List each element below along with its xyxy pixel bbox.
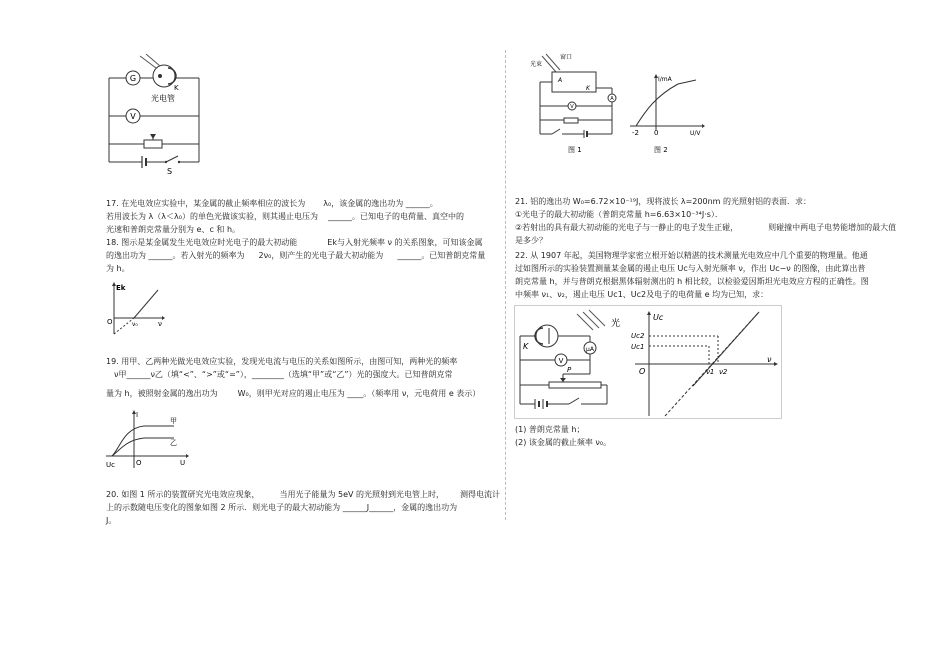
caption-fig1: 图 1 xyxy=(568,146,582,154)
voltmeter-label: V xyxy=(558,357,564,365)
q18-line2: 的逸出功为 ______。若入射光的频率为 2ν₀，则产生的光电子最大初动能为 ______。已知普朗克常量 xyxy=(106,251,486,260)
iu-graph xyxy=(104,408,190,472)
phototube-circuit-svg xyxy=(104,54,204,176)
q20-figures-svg xyxy=(528,52,708,156)
u-axis-label: U xyxy=(180,459,186,467)
q20-line1: 20. 如图 1 所示的装置研究光电效应现象， 当用光子能量为 5eV 的光照射到光电管上时， 测得电流计 xyxy=(106,490,501,499)
q22-line1: 22. 从 1907 年起，美国物理学家密立根开始以精湛的技术测量光电效应中几个重要的物理量。他通 xyxy=(515,251,868,260)
nu-axis-label: ν xyxy=(158,320,162,328)
q22-line3: 朗克常量 h，并与普朗克根据黑体辐射测出的 h 相比较，以检验爱因斯坦光电效应方程的正确性。图 xyxy=(515,277,869,286)
q18-line1: 18. 图示是某金属发生光电效应时光电子的最大初动能 Ek与入射光频率 ν 的关系图象，可知该金属 xyxy=(106,238,483,247)
q19-line2: ν甲______ν乙（填“<”、“>”或“=”），________（选填“甲”或“乙”）光的强度大。已知普朗克常 xyxy=(114,370,453,379)
q22-ask1: (1) 普朗克常量 h； xyxy=(515,425,585,434)
ek-nu-graph-svg xyxy=(106,280,166,336)
q22-line4: 中频率 ν₁、ν₂，遏止电压 Uc1、Uc2及电子的电荷量 e 均为已知，求： xyxy=(515,290,769,299)
q18-line3: 为 h。 xyxy=(106,264,130,273)
caption-fig2: 图 2 xyxy=(654,146,668,154)
nu2-label: ν2 xyxy=(719,368,728,376)
q20-figures xyxy=(528,52,708,156)
curve-b-label: 乙 xyxy=(170,439,177,447)
iu-graph-svg xyxy=(104,408,190,472)
voltmeter-label: V xyxy=(570,104,574,110)
window-label: 窗口 xyxy=(560,54,573,61)
anode-label: A xyxy=(558,77,563,84)
tube-label: 光电管 xyxy=(151,94,175,103)
neg-tick-label: -2 xyxy=(632,129,639,137)
q21-line3: ②若射出的具有最大初动能的光电子与一静止的电子发生正碰， 则碰撞中两电子电势能增加的最大值 xyxy=(515,223,897,232)
curve-a-label: 甲 xyxy=(170,417,177,425)
light-beam-label: 光束 xyxy=(530,61,543,68)
q17-line2: 若用波长为 λ（λ＜λ₀）的单色光做该实验，则其遏止电压为 ______。已知电子的电荷量、真空中的 xyxy=(106,212,464,221)
ek-axis-label: Ek xyxy=(116,284,126,292)
galvanometer-label: G xyxy=(129,74,137,83)
origin-label: O xyxy=(107,318,113,326)
ammeter-label: A xyxy=(610,96,614,102)
origin-label: O xyxy=(639,367,646,376)
q20-line3: J。 xyxy=(106,516,117,525)
nu-axis-label: ν xyxy=(767,355,772,364)
q22-figure xyxy=(514,305,782,419)
q17-line1: 17. 在光电效应实验中，某金属的截止频率相应的波长为 λ₀，该金属的逸出功为 ______。 xyxy=(106,199,438,208)
voltmeter-label: V xyxy=(130,112,136,121)
uc-label: Uc xyxy=(106,461,115,469)
i-axis-label: I xyxy=(136,411,139,419)
q20-line2: 上的示数随电压变化的图象如图 2 所示．则光电子的最大初动能为 ______J______，金属的逸出功为 xyxy=(106,503,458,512)
i-axis-label: I/mA xyxy=(658,76,672,83)
u-axis-label: U/V xyxy=(690,130,701,137)
cathode-label: K xyxy=(174,84,179,92)
q21-line4: 是多少？ xyxy=(515,236,547,245)
phototube-circuit-figure xyxy=(104,54,204,176)
q19-line1: 19. 用甲、乙两种光做光电效应实验，发现光电流与电压的关系如图所示，由图可知，两种光的频率 xyxy=(106,357,458,366)
ek-nu-graph xyxy=(106,280,166,336)
q17-line3: 光速和普朗克常量分别为 e、c 和 h。 xyxy=(106,225,241,234)
cathode-label: K xyxy=(523,342,529,351)
uc2-label: Uc2 xyxy=(631,332,645,340)
nu0-label: ν₀ xyxy=(132,321,138,328)
q21-line1: 21. 铝的逸出功 W₀=6.72×10⁻¹⁹J，现将波长 λ=200nm 的光照射铝的表面．求： xyxy=(515,197,811,206)
q22-line2: 过如图所示的实验装置测量某金属的遏止电压 Uc与入射光频率 ν，作出 Uc−ν 的图像，由此算出普 xyxy=(515,264,866,273)
column-divider xyxy=(505,50,506,520)
q22-ask2: (2) 该金属的截止频率 ν₀。 xyxy=(515,438,612,447)
microammeter-label: μA xyxy=(586,346,594,353)
slider-label: P xyxy=(567,366,572,374)
switch-label: S xyxy=(167,167,173,176)
q19-line3: 量为 h，被照射金属的逸出功为 W₀，则甲光对应的遏止电压为 ____。（频率用 ν，元电荷用 e 表示） xyxy=(106,389,481,398)
q21-line2: ①光电子的最大初动能（普朗克常量 h=6.63×10⁻³⁴J·s）． xyxy=(515,210,723,219)
origin-label: O xyxy=(136,459,142,467)
uc1-label: Uc1 xyxy=(631,343,645,351)
nu1-label: ν1 xyxy=(706,368,715,376)
uc-axis-label: Uc xyxy=(653,313,664,322)
origin-label: 0 xyxy=(654,129,659,137)
q22-figure-svg xyxy=(515,306,781,418)
cathode-label: K xyxy=(586,85,590,92)
light-label: 光 xyxy=(611,319,621,329)
